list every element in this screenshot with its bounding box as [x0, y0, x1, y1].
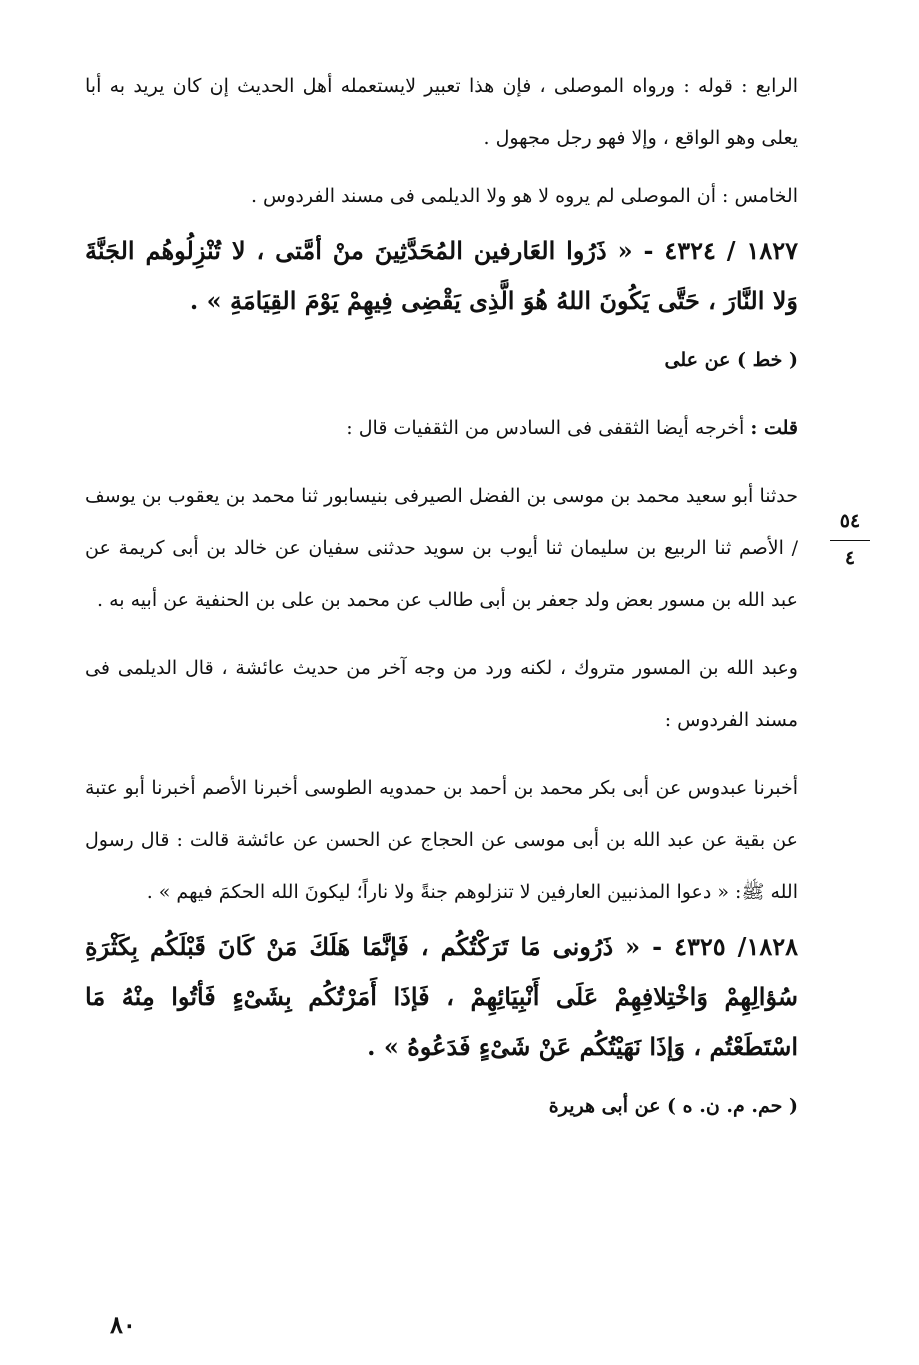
paragraph-comment: وعبد الله بن المسور متروك ، لكنه ورد من وجه آخر من حديث عائشة ، قال الديلمى فى مسند الفردوس :	[85, 657, 798, 731]
margin-reference-bottom: ٤	[844, 547, 856, 569]
qult-label: قلت :	[750, 417, 798, 439]
paragraph-isnad-thaqafi: حدثنا أبو سعيد محمد بن موسى بن الفضل الصيرفى بنيسابور ثنا محمد بن يعقوب بن يوسف / الأصم ثنا الربيع بن سليمان ثنا أيوب بن سويد حدثنى سفيان عن خالد بن أبى كريمة عن عبد الله بن مسور بعض ولد جعفر بن أبى طالب عن محمد بن على بن الحنفية عن أبيه به .	[85, 485, 798, 611]
hadith-1828: ١٨٢٨/ ٤٣٢٥ - « ذَرُونى مَا تَرَكْتُكُم ، فَإنَّمَا هَلَكَ مَنْ كَانَ قَبْلَكُم بِكَثْرَةِ سُؤالِهِمْ وَاخْتِلافِهِمْ عَلَى أَنْبِيَائِهِمْ ، فَإذَا أَمَرْتُكُم بِشَىْءٍ فَأتُوا مِنْهُ مَا اسْتَطَعْتُم ، وَإذَا نَهَيْتُكُم عَنْ شَىْءٍ فَدَعُوهُ » .	[85, 932, 799, 1061]
paragraph-qult	[85, 402, 798, 454]
paragraph-isnad-daylami: أخبرنا عبدوس عن أبى بكر محمد بن أحمد بن حمدويه الطوسى أخبرنا الأصم أخبرنا أبو عتبة عن بقية عن عبد الله بن أبى موسى عن الحجاج عن الحسن عن عائشة قالت : قال رسول الله ﷺ: « دعوا المذنبين العارفين لا تنزلوهم جنةً ولا ناراً؛ ليكونَ الله الحكمَ فيهم » .	[85, 777, 798, 903]
paragraph-fourth-point: الرابع : قوله : ورواه الموصلى ، فإن هذا تعبير لايستعمله أهل الحديث إن كان يريد به أبا يعلى وهو الواقع ، وإلا فهو رجل مجهول .	[85, 75, 798, 149]
margin-reference	[830, 508, 870, 571]
qult-text: أخرجه أيضا الثقفى فى السادس من الثقفيات قال :	[346, 417, 751, 439]
margin-reference-top: ٥٤	[839, 510, 861, 532]
hadith-1827: ١٨٢٧ / ٤٣٢٤ - « ذَرُوا العَارفين المُحَدَّثِينَ منْ أمَّتى ، لا تُنْزِلُوهُم الجَنَّةَ وَلا النَّارَ ، حَتَّى يَكُونَ اللهُ هُوَ الَّذِى يَقْضِى فِيهِمْ يَوْمَ القِيَامَةِ » .	[85, 236, 798, 315]
page-number: ٨٠	[110, 1310, 136, 1339]
main-text-column	[85, 60, 798, 1132]
margin-reference-divider	[830, 540, 870, 541]
hadith-1827-source: ( خط ) عن على	[664, 349, 798, 371]
hadith-1828-source: ( حم. م. ن. ه ) عن أبى هريرة	[548, 1095, 798, 1117]
paragraph-fifth-point: الخامس : أن الموصلى لم يروه لا هو ولا الديلمى فى مسند الفردوس .	[250, 185, 798, 207]
